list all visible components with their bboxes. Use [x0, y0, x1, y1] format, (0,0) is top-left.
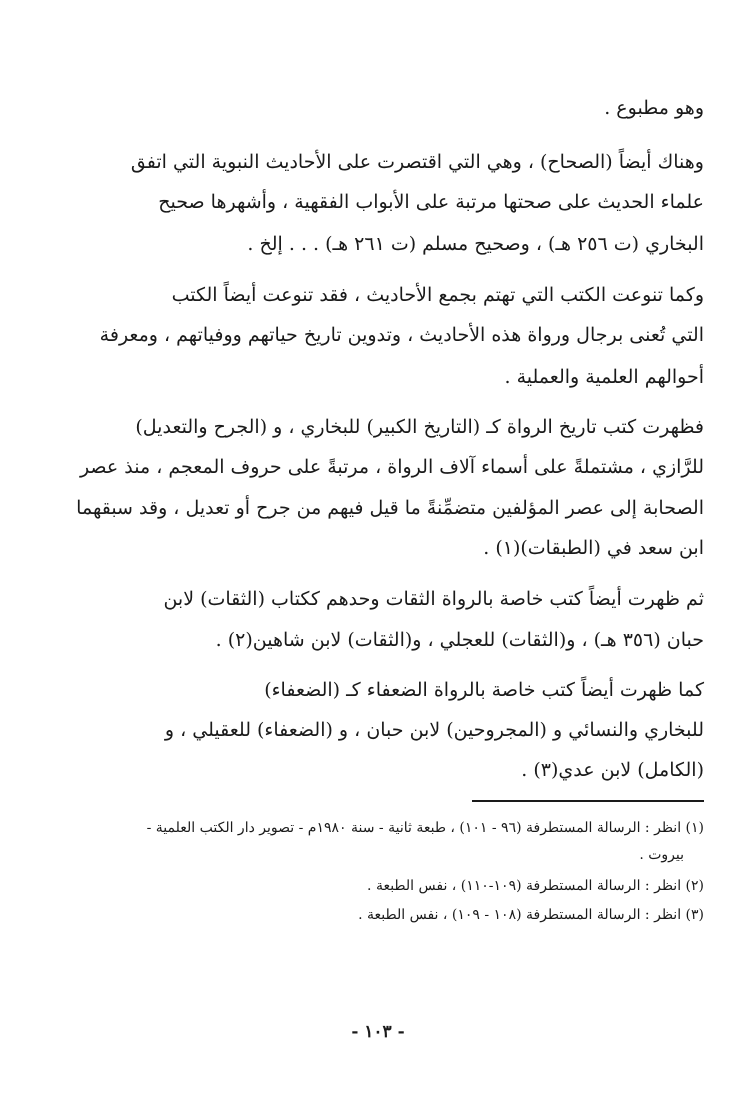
- body-line: (الكامل) لابن عدي(٣) .: [521, 759, 704, 781]
- footnote: (٢) انظر : الرسالة المستطرفة (١٠٩-١١٠) ، نفس الطبعة .: [367, 878, 704, 894]
- body-line: ابن سعد في (الطبقات)(١) .: [483, 537, 704, 559]
- body-line: وكما تنوعت الكتب التي تهتم بجمع الأحاديث ، فقد تنوعت أيضاً الكتب: [171, 284, 704, 306]
- page-number: - ١٠٣ -: [351, 1022, 405, 1042]
- footnote-continuation: بيروت .: [639, 847, 684, 863]
- body-line: علماء الحديث على صحتها مرتبة على الأبواب الفقهية ، وأشهرها صحيح: [158, 191, 704, 213]
- body-line: للرَّازي ، مشتملةً على أسماء آلاف الرواة ، مرتبةً على حروف المعجم ، منذ عصر: [79, 456, 704, 478]
- body-line: كما ظهرت أيضاً كتب خاصة بالرواة الضعفاء كـ (الضعفاء): [264, 679, 704, 701]
- body-line: حبان (٣٥٦ هـ) ، و(الثقات) للعجلي ، و(الثقات) لابن شاهين(٢) .: [215, 629, 704, 651]
- footnote: (٣) انظر : الرسالة المستطرفة (١٠٨ - ١٠٩) ، نفس الطبعة .: [358, 907, 704, 923]
- footnote-separator: [472, 800, 704, 802]
- body-line: الصحابة إلى عصر المؤلفين متضمِّنةً ما قيل فيهم من جرح أو تعديل ، وقد سبقهما: [76, 497, 704, 519]
- body-line: التي تُعنى برجال ورواة هذه الأحاديث ، وتدوين تاريخ حياتهم ووفياتهم ، ومعرفة: [99, 324, 704, 346]
- body-line: وهناك أيضاً (الصحاح) ، وهي التي اقتصرت على الأحاديث النبوية التي اتفق: [130, 151, 704, 173]
- body-line: للبخاري والنسائي و (المجروحين) لابن حبان ، و (الضعفاء) للعقيلي ، و: [164, 719, 704, 741]
- body-line: وهو مطبوع .: [604, 97, 704, 119]
- body-line: البخاري (ت ٢٥٦ هـ) ، وصحيح مسلم (ت ٢٦١ هـ) . . . إلخ .: [247, 233, 704, 255]
- footnote: (١) انظر : الرسالة المستطرفة (٩٦ - ١٠١) ، طبعة ثانية - سنة ١٩٨٠م - تصوير دار الكتب العلمية -: [146, 820, 704, 836]
- body-line: فظهرت كتب تاريخ الرواة كـ (التاريخ الكبير) للبخاري ، و (الجرح والتعديل): [135, 416, 704, 438]
- body-line: ثم ظهرت أيضاً كتب خاصة بالرواة الثقات وحدهم ككتاب (الثقات) لابن: [163, 588, 704, 610]
- body-line: أحوالهم العلمية والعملية .: [504, 366, 704, 388]
